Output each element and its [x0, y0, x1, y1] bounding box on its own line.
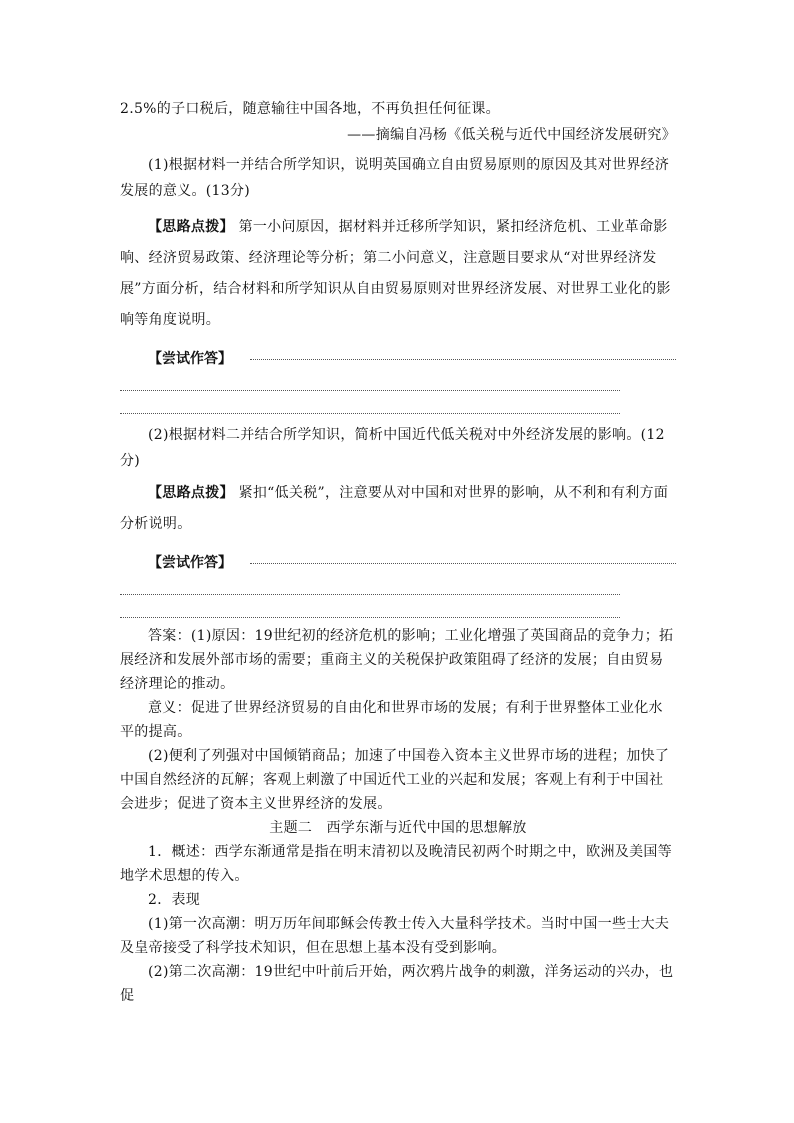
topic-heading: 主题二 西学东渐与近代中国的思想解放	[269, 820, 527, 836]
try-label: 【尝试作答】	[148, 351, 232, 367]
try-answer-row	[120, 546, 676, 572]
answer-line[interactable]	[250, 359, 676, 360]
topic-point-2: (2)第二次高潮：19世纪中叶前后开始，两次鸦片战争的刺激，洋务运动的兴办，也促	[120, 964, 674, 1004]
hint-1	[120, 212, 676, 336]
answer-significance: 意义：促进了世界经济贸易的自由化和世界市场的发展；有利于世界整体工业化水平的提高。	[120, 700, 663, 740]
answer-line[interactable]	[120, 617, 620, 618]
document-page	[120, 96, 676, 1008]
answer-line[interactable]	[120, 390, 620, 391]
try-label: 【尝试作答】	[148, 555, 232, 571]
hint-label: 【思路点拨】	[148, 219, 234, 235]
topic-overview: 1．概述：西学东渐通常是指在明末清初以及晚清民初两个时期之中，欧洲及美国等地学术思想的传入。	[120, 844, 673, 884]
try-answer-row	[120, 342, 676, 368]
topic-point-1: (1)第一次高潮：明万历年间耶稣会传教士传入大量科学技术。当时中国一些士大夫及皇帝接受了科学技术知识，但在思想上基本没有受到影响。	[120, 916, 670, 956]
hint-text: 第一小问原因，据材料并迁移所学知识，紧扣经济危机、工业革命影响、经济贸易政策、经济理论等分析；第二小问意义，注意题目要求从“对世界经济发展”方面分析，结合材料和所学知识从自由贸易原则对世界经济发展、对世界工业化的影响等角度说明。	[120, 219, 671, 328]
answer-line[interactable]	[120, 594, 620, 595]
hint-text: 紧扣“低关税”，注意要从对中国和对世界的影响，从不利和有利方面分析说明。	[120, 485, 669, 532]
topic-subheading: 2．表现	[148, 892, 201, 908]
hint-label: 【思路点拨】	[148, 485, 234, 501]
hint-2	[120, 478, 676, 540]
question-1: (1)根据材料一并结合所学知识，说明英国确立自由贸易原则的原因及其对世界经济发展的意义。(13分)	[120, 157, 670, 199]
text-line: 2.5%的子口税后，随意输往中国各地，不再负担任何征课。	[120, 101, 500, 117]
answer-1: 答案：(1)原因：19世纪初的经济危机的影响；工业化增强了英国商品的竞争力；拓展经济和发展外部市场的需要；重商主义的关税保护政策阻碍了经济的发展；自由贸易经济理论的推动。	[120, 628, 674, 692]
question-2: (2)根据材料二并结合所学知识，简析中国近代低关税对中外经济发展的影响。(12分)	[120, 427, 665, 469]
answer-line[interactable]	[120, 413, 620, 414]
answer-line[interactable]	[250, 563, 676, 564]
source-citation: ——摘编自冯杨《低关税与近代中国经济发展研究》	[347, 127, 676, 143]
answer-2: (2)便利了列强对中国倾销商品；加速了中国卷入资本主义世界市场的进程；加快了中国自然经济的瓦解；客观上刺激了中国近代工业的兴起和发展；客观上有利于中国社会进步；促进了资本主义世界经济的发展。	[120, 748, 670, 812]
